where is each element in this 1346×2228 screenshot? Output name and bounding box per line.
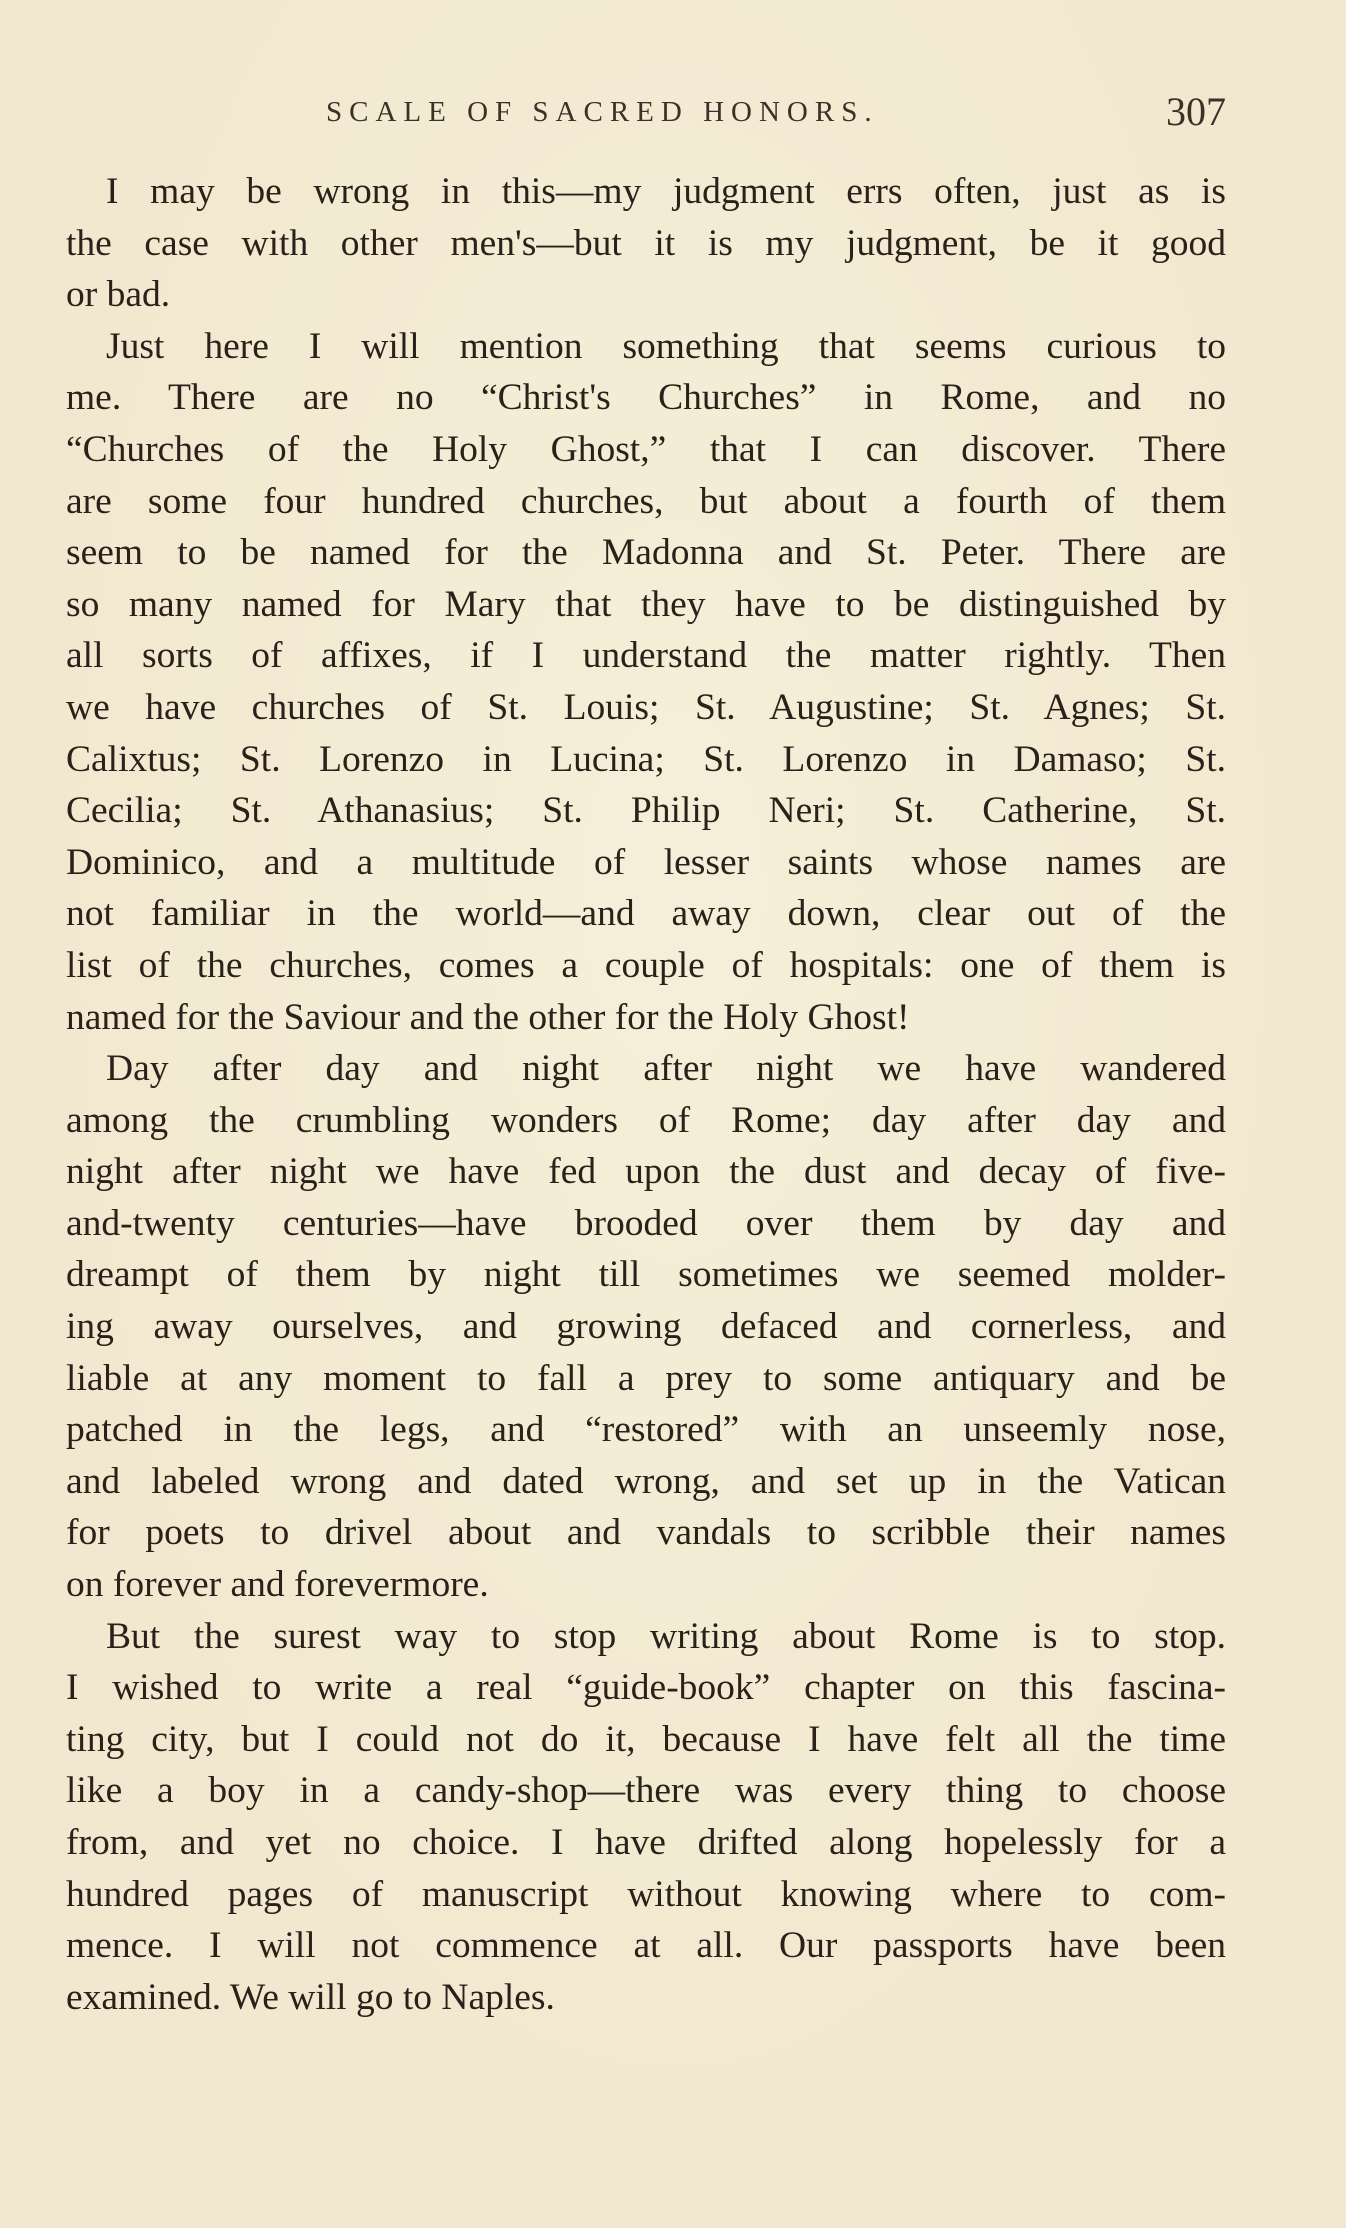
- text-line: Just here I will mention something that seems curious to: [106, 325, 1226, 367]
- text-line: or bad.: [66, 274, 171, 316]
- text-line: night after night we have fed upon the dust and decay of five-: [66, 1151, 1226, 1193]
- paragraph-2: [66, 321, 1226, 1043]
- text-line: for poets to drivel about and vandals to scribble their names: [66, 1512, 1226, 1554]
- text-line: “Churches of the Holy Ghost,” that I can discover. There: [66, 428, 1226, 470]
- text-line: among the crumbling wonders of Rome; day after day and: [66, 1099, 1226, 1141]
- text-line: dreampt of them by night till sometimes we seemed molder-: [66, 1254, 1226, 1296]
- text-line: so many named for Mary that they have to be distinguished by: [66, 583, 1226, 625]
- text-line: ing away ourselves, and growing defaced and cornerless, and: [66, 1306, 1226, 1348]
- text-line: are some four hundred churches, but about a fourth of them: [66, 480, 1226, 522]
- paragraph-1: [66, 166, 1226, 321]
- text-line: examined. We will go to Naples.: [66, 1976, 555, 2018]
- text-line: Cecilia; St. Athanasius; St. Philip Neri; St. Catherine, St.: [66, 790, 1226, 832]
- text-line: like a boy in a candy-shop—there was every thing to choose: [66, 1770, 1226, 1812]
- page-number: 307: [1166, 89, 1226, 134]
- text-line: me. There are no “Christ's Churches” in Rome, and no: [66, 377, 1226, 419]
- text-line: and-twenty centuries—have brooded over them by day and: [66, 1202, 1226, 1244]
- text-line: the case with other men's—but it is my judgment, be it good: [66, 222, 1226, 264]
- paragraph-3: [66, 1043, 1226, 1611]
- text-line: mence. I will not commence at all. Our passports have been: [66, 1925, 1226, 1967]
- text-line: But the surest way to stop writing about Rome is to stop.: [106, 1615, 1226, 1657]
- text-line: Dominico, and a multitude of lesser saints whose names are: [66, 841, 1226, 883]
- paragraph-4: [66, 1611, 1226, 2024]
- running-header: [66, 88, 1226, 140]
- text-line: not familiar in the world—and away down, clear out of the: [66, 893, 1226, 935]
- text-line: I wished to write a real “guide-book” chapter on this fascina-: [66, 1667, 1226, 1709]
- text-line: patched in the legs, and “restored” with an unseemly nose,: [66, 1409, 1226, 1451]
- text-line: all sorts of affixes, if I understand the matter rightly. Then: [66, 635, 1226, 677]
- body-text: [66, 166, 1226, 2023]
- text-line: named for the Saviour and the other for the Holy Ghost!: [66, 996, 910, 1038]
- text-line: from, and yet no choice. I have drifted along hopelessly for a: [66, 1822, 1226, 1863]
- text-line: we have churches of St. Louis; St. Augustine; St. Agnes; St.: [66, 686, 1226, 728]
- text-line: I may be wrong in this—my judgment errs often, just as is: [106, 171, 1226, 212]
- text-line: liable at any moment to fall a prey to some antiquary and be: [66, 1357, 1226, 1399]
- text-line: Calixtus; St. Lorenzo in Lucina; St. Lorenzo in Damaso; St.: [66, 738, 1226, 780]
- text-line: list of the churches, comes a couple of hospitals: one of them is: [66, 944, 1226, 986]
- text-line: and labeled wrong and dated wrong, and set up in the Vatican: [66, 1460, 1226, 1502]
- text-line: on forever and forevermore.: [66, 1564, 489, 1606]
- text-line: Day after day and night after night we have wandered: [106, 1048, 1226, 1090]
- running-title: SCALE OF SACRED HONORS.: [326, 96, 879, 128]
- text-line: hundred pages of manuscript without knowing where to com-: [66, 1873, 1226, 1915]
- text-line: ting city, but I could not do it, because I have felt all the time: [66, 1718, 1226, 1760]
- text-line: seem to be named for the Madonna and St. Peter. There are: [66, 532, 1226, 574]
